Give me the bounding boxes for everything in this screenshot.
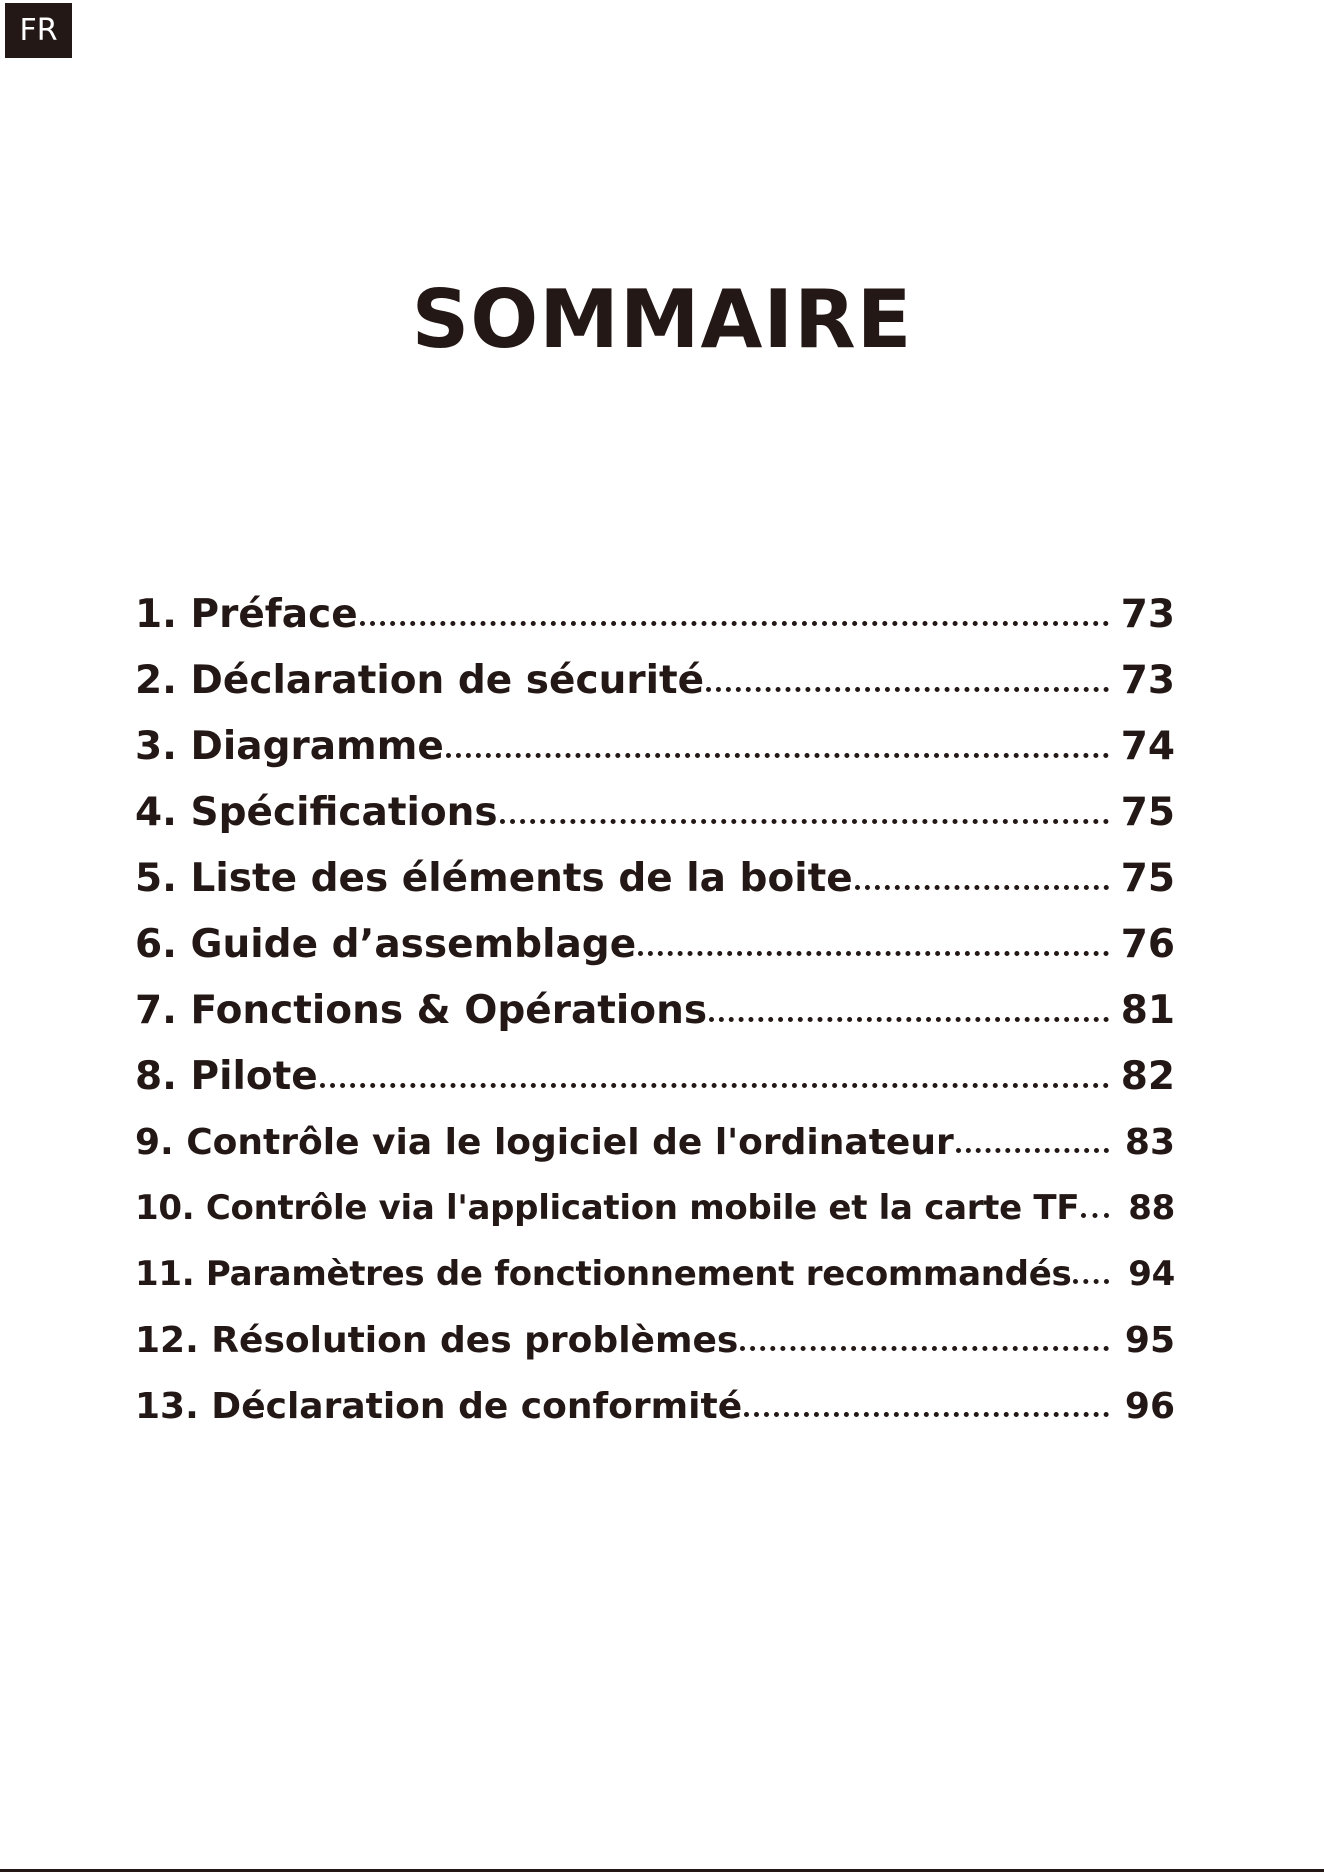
toc-entry[interactable] [135,1314,1175,1380]
toc-entry-label: 11. Paramètres de fonctionnement recommandés [135,1254,1072,1294]
dot-leader [740,1346,1109,1351]
dot-leader [956,1148,1109,1153]
toc-entry-page: 75 [1120,790,1175,835]
toc-entry[interactable] [135,1380,1175,1446]
toc-entry-page: 82 [1120,1054,1175,1099]
dot-leader [744,1412,1109,1417]
dot-leader [1073,1279,1109,1284]
toc-entry[interactable] [135,786,1175,852]
toc-entry-label: 8. Pilote [135,1054,318,1099]
toc-entry-label: 7. Fonctions & Opérations [135,988,708,1033]
toc-entry-label: 5. Liste des éléments de la boite [135,856,853,901]
toc-entry[interactable] [135,1050,1175,1116]
toc-entry[interactable] [135,588,1175,654]
toc-entry[interactable] [135,852,1175,918]
toc-entry[interactable] [135,1248,1175,1314]
toc-entry[interactable] [135,918,1175,984]
dot-leader [1081,1213,1109,1218]
dot-leader [638,951,1109,956]
dot-leader [320,1083,1109,1088]
toc-entry-page: 95 [1124,1320,1175,1361]
language-tab: FR [5,3,72,58]
toc-entry-page: 81 [1120,988,1175,1033]
dot-leader [360,621,1109,626]
dot-leader [500,819,1109,824]
dot-leader [709,1017,1109,1022]
table-of-contents [135,588,1175,1446]
toc-entry-page: 74 [1120,724,1175,769]
toc-entry-page: 88 [1128,1188,1175,1228]
dot-leader [855,885,1109,890]
toc-entry[interactable] [135,984,1175,1050]
toc-entry-label: 12. Résolution des problèmes [135,1320,739,1361]
toc-entry-label: 13. Déclaration de conformité [135,1386,743,1427]
toc-entry[interactable] [135,720,1175,786]
toc-entry-label: 4. Spécifications [135,790,498,835]
toc-entry-label: 3. Diagramme [135,724,444,769]
toc-entry-page: 73 [1120,592,1175,637]
toc-entry-page: 94 [1128,1254,1175,1294]
dot-leader [446,753,1109,758]
toc-entry[interactable] [135,1116,1175,1182]
toc-entry-label: 9. Contrôle via le logiciel de l'ordinateur [135,1122,954,1163]
toc-entry-label: 6. Guide d’assemblage [135,922,637,967]
page-title: SOMMAIRE [411,273,913,366]
toc-entry-label: 10. Contrôle via l'application mobile et la carte TF [135,1188,1080,1228]
toc-entry-page: 76 [1120,922,1175,967]
toc-entry[interactable] [135,1182,1175,1248]
toc-entry[interactable] [135,654,1175,720]
toc-entry-page: 96 [1124,1386,1175,1427]
toc-entry-page: 73 [1120,658,1175,703]
toc-entry-page: 75 [1120,856,1175,901]
dot-leader [706,687,1109,692]
toc-entry-label: 2. Déclaration de sécurité [135,658,705,703]
toc-entry-page: 83 [1124,1122,1175,1163]
toc-entry-label: 1. Préface [135,592,358,637]
